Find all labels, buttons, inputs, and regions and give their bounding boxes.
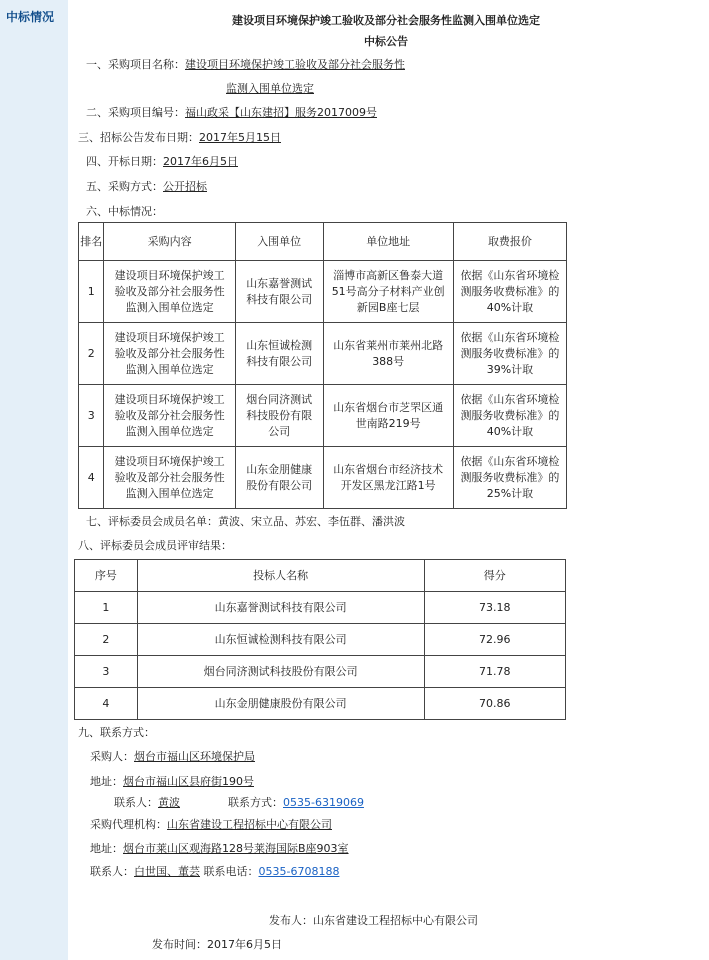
contact-value: 黄波 (158, 796, 180, 809)
sidebar (0, 0, 68, 960)
cell-name: 山东恒诚检测科技有限公司 (137, 624, 424, 656)
cell-rank: 1 (79, 261, 104, 323)
col-score: 得分 (424, 560, 566, 592)
item-label: 二、采购项目编号： (86, 106, 185, 119)
col-no: 序号 (75, 560, 138, 592)
cell-no: 3 (75, 656, 138, 688)
contact-label: 地址： (90, 775, 123, 788)
notice-subtitle: 中标公告 (364, 35, 408, 48)
contact-label: 联系人： (114, 796, 158, 809)
score-table (74, 559, 566, 720)
item-publish-date (78, 129, 281, 145)
item-value: 建设项目环境保护竣工验收及部分社会服务性 (185, 58, 405, 71)
contact-label: 地址： (90, 842, 123, 855)
contact-label: 联系方式： (228, 796, 283, 809)
cell-rank: 2 (79, 323, 104, 385)
cell-address: 山东省莱州市莱州北路388号 (323, 323, 453, 385)
table-row (75, 592, 566, 624)
contact-section-label: 九、联系方式： (78, 726, 155, 739)
cell-rank: 3 (79, 385, 104, 447)
col-unit: 入围单位 (235, 223, 323, 261)
committee-results-label: 八、评标委员会成员评审结果： (78, 539, 232, 552)
item-value: 2017年5月15日 (199, 131, 281, 144)
cell-name: 山东嘉誉测试科技有限公司 (137, 592, 424, 624)
item-value: 福山政采【山东建招】服务2017009号 (185, 106, 377, 119)
score-table-header (75, 560, 566, 592)
table-row (75, 624, 566, 656)
cell-address: 山东省烟台市经济技术开发区黑龙江路1号 (323, 447, 453, 509)
committee-members: 七、评标委员会成员名单：黄波、宋立品、苏宏、李伍群、潘洪波 (86, 515, 405, 528)
cell-score: 73.18 (424, 592, 566, 624)
item-label: 一、采购项目名称： (86, 58, 185, 71)
cell-content: 建设项目环境保护竣工验收及部分社会服务性监测入围单位选定 (104, 447, 235, 509)
award-table-header (79, 223, 567, 261)
item-label: 四、开标日期： (86, 155, 163, 168)
table-row (75, 656, 566, 688)
table-row (79, 385, 567, 447)
contact-agency (90, 816, 332, 832)
cell-unit: 烟台同济测试科技股份有限公司 (235, 385, 323, 447)
contact-agency-address (90, 840, 349, 856)
cell-name: 烟台同济测试科技股份有限公司 (137, 656, 424, 688)
contact-label: 联系人： (90, 865, 134, 878)
cell-price: 依据《山东省环境检测服务收费标准》的40%计取 (453, 261, 566, 323)
contact-buyer-person (114, 794, 180, 810)
contact-buyer-phone (228, 794, 364, 810)
cell-content: 建设项目环境保护竣工验收及部分社会服务性监测入围单位选定 (104, 323, 235, 385)
col-rank: 排名 (79, 223, 104, 261)
item-method (86, 178, 207, 194)
cell-unit: 山东金朋健康股份有限公司 (235, 447, 323, 509)
cell-no: 1 (75, 592, 138, 624)
notice-title: 建设项目环境保护竣工验收及部分社会服务性监测入围单位选定 (232, 14, 540, 27)
cell-score: 70.86 (424, 688, 566, 720)
contact-value: 白世国、董芸 (134, 865, 200, 878)
cell-address: 淄博市高新区鲁泰大道51号高分子材料产业创新园B座七层 (323, 261, 453, 323)
cell-score: 71.78 (424, 656, 566, 688)
contact-label: 联系电话： (203, 865, 259, 878)
contact-label: 采购代理机构： (90, 818, 167, 831)
contact-buyer (90, 748, 255, 764)
col-name: 投标人名称 (137, 560, 424, 592)
col-address: 单位地址 (323, 223, 453, 261)
item-award-label: 六、中标情况： (86, 205, 163, 218)
notice-content (68, 0, 709, 960)
cell-no: 4 (75, 688, 138, 720)
item-project-name (86, 56, 405, 72)
contact-value: 烟台市福山区环境保护局 (134, 750, 255, 763)
item-project-name-cont: 监测入围单位选定 (226, 82, 314, 95)
contact-label: 采购人： (90, 750, 134, 763)
table-row (79, 447, 567, 509)
cell-content: 建设项目环境保护竣工验收及部分社会服务性监测入围单位选定 (104, 261, 235, 323)
cell-price: 依据《山东省环境检测服务收费标准》的39%计取 (453, 323, 566, 385)
contact-value: 烟台市莱山区观海路128号莱海国际B座903室 (123, 842, 349, 855)
contact-agency-person (90, 863, 339, 879)
cell-score: 72.96 (424, 624, 566, 656)
cell-price: 依据《山东省环境检测服务收费标准》的25%计取 (453, 447, 566, 509)
phone-link[interactable]: 0535-6708188 (258, 865, 340, 878)
table-row (79, 261, 567, 323)
phone-link[interactable]: 0535-6319069 (283, 796, 364, 809)
cell-name: 山东金朋健康股份有限公司 (137, 688, 424, 720)
award-table (78, 222, 567, 509)
cell-unit: 山东嘉誉测试科技有限公司 (235, 261, 323, 323)
item-label: 五、采购方式： (86, 180, 163, 193)
item-value: 2017年6月5日 (163, 155, 238, 168)
item-label: 三、招标公告发布日期： (78, 131, 199, 144)
item-project-no (86, 104, 377, 120)
contact-value: 山东省建设工程招标中心有限公司 (167, 818, 332, 831)
table-row (75, 688, 566, 720)
col-content: 采购内容 (104, 223, 235, 261)
cell-rank: 4 (79, 447, 104, 509)
cell-unit: 山东恒诚检测科技有限公司 (235, 323, 323, 385)
item-open-date (86, 153, 238, 169)
sidebar-title: 中标情况 (6, 10, 55, 24)
cell-no: 2 (75, 624, 138, 656)
cell-address: 山东省烟台市芝罘区通世南路219号 (323, 385, 453, 447)
item-value: 公开招标 (163, 180, 207, 193)
contact-buyer-address (90, 773, 254, 789)
publisher: 发布人：山东省建设工程招标中心有限公司 (269, 914, 478, 927)
col-price: 取费报价 (453, 223, 566, 261)
cell-content: 建设项目环境保护竣工验收及部分社会服务性监测入围单位选定 (104, 385, 235, 447)
contact-value: 烟台市福山区县府街190号 (123, 775, 254, 788)
cell-price: 依据《山东省环境检测服务收费标准》的40%计取 (453, 385, 566, 447)
table-row (79, 323, 567, 385)
publish-date: 发布时间：2017年6月5日 (152, 938, 282, 951)
